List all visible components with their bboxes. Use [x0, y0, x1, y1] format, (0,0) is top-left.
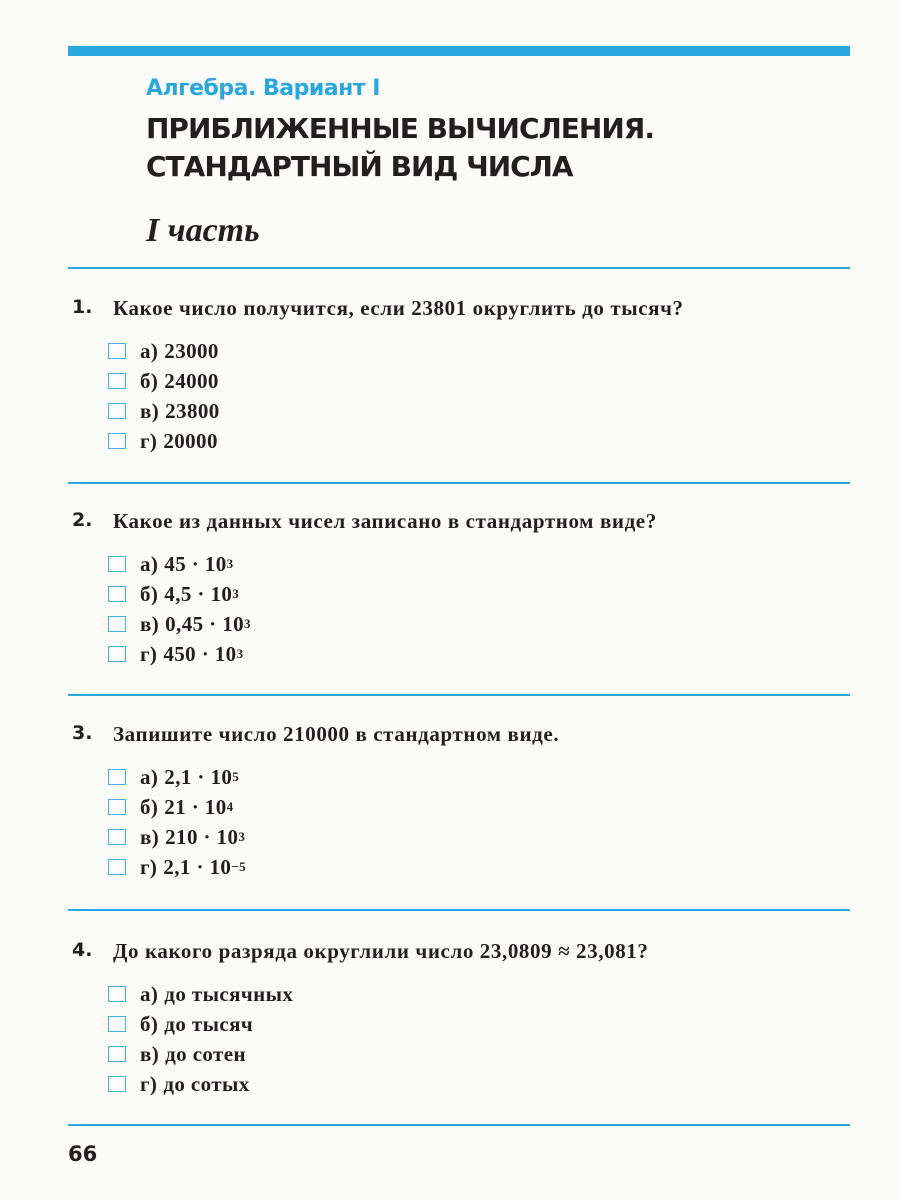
top-accent-bar: [68, 46, 850, 56]
answer-options: [108, 336, 220, 456]
checkbox[interactable]: [108, 586, 126, 602]
option-letter: а): [140, 551, 159, 576]
answer-option[interactable]: г) 450 · 10 3: [108, 639, 251, 669]
title-line-2: СТАНДАРТНЫЙ ВИД ЧИСЛА: [146, 150, 573, 183]
option-text: 2,1 · 10: [164, 764, 233, 789]
answer-option[interactable]: [108, 979, 293, 1009]
option-text: 450 · 10: [163, 641, 237, 666]
option-text: 45 · 10: [164, 551, 227, 576]
option-letter: г): [140, 641, 158, 666]
option-text: до сотен: [165, 1041, 246, 1066]
option-text: 2,1 · 10: [163, 854, 232, 879]
option-letter: б): [140, 368, 159, 393]
page-title: [146, 110, 654, 186]
option-text: до тысяч: [164, 1011, 254, 1036]
answer-options: [108, 549, 251, 669]
option-letter: а): [140, 981, 159, 1006]
question-number: 4.: [72, 939, 93, 961]
answer-option[interactable]: [108, 426, 220, 456]
option-letter: б): [140, 1011, 159, 1036]
option-text: 24000: [164, 368, 219, 393]
answer-option[interactable]: г) 2,1 · 10 −5: [108, 852, 246, 882]
checkbox[interactable]: [108, 829, 126, 845]
part-heading: I часть: [146, 212, 260, 249]
answer-option[interactable]: б) 4,5 · 10 3: [108, 579, 251, 609]
option-text: 23000: [164, 338, 219, 363]
answer-options: [108, 979, 293, 1099]
question-number: 2.: [72, 509, 93, 531]
checkbox[interactable]: [108, 799, 126, 815]
option-letter: г): [140, 1071, 158, 1096]
divider: [68, 482, 850, 484]
answer-option[interactable]: [108, 336, 220, 366]
divider: [68, 694, 850, 696]
option-letter: в): [140, 398, 160, 423]
answer-option[interactable]: [108, 366, 220, 396]
checkbox[interactable]: [108, 1016, 126, 1032]
option-letter: в): [140, 1041, 160, 1066]
checkbox[interactable]: [108, 403, 126, 419]
option-letter: б): [140, 581, 159, 606]
checkbox[interactable]: [108, 1046, 126, 1062]
option-text: 210 · 10: [165, 824, 239, 849]
answer-option[interactable]: [108, 396, 220, 426]
question-text: Какое число получится, если 23801 округлить до тысяч?: [113, 296, 684, 320]
question-number: 1.: [72, 296, 93, 318]
option-text: до сотых: [163, 1071, 250, 1096]
checkbox[interactable]: [108, 556, 126, 572]
checkbox[interactable]: [108, 373, 126, 389]
answer-options: [108, 762, 246, 882]
checkbox[interactable]: [108, 859, 126, 875]
option-letter: г): [140, 428, 158, 453]
option-letter: а): [140, 764, 159, 789]
answer-option[interactable]: [108, 1069, 293, 1099]
option-text: 23800: [165, 398, 220, 423]
answer-option[interactable]: а) 45 · 10 3: [108, 549, 251, 579]
option-text: 20000: [163, 428, 218, 453]
divider: [68, 267, 850, 269]
divider: [68, 1124, 850, 1126]
checkbox[interactable]: [108, 616, 126, 632]
checkbox[interactable]: [108, 343, 126, 359]
question-text: Запишите число 210000 в стандартном виде.: [113, 722, 560, 746]
option-letter: в): [140, 611, 160, 636]
divider: [68, 909, 850, 911]
option-text: 21 · 10: [164, 794, 227, 819]
page-number: 66: [68, 1142, 98, 1166]
answer-option[interactable]: [108, 1039, 293, 1069]
option-text: до тысячных: [164, 981, 294, 1006]
answer-option[interactable]: в) 0,45 · 10 3: [108, 609, 251, 639]
section-subtitle: Алгебра. Вариант I: [146, 76, 380, 101]
question-text: Какое из данных чисел записано в стандартном виде?: [113, 509, 657, 533]
checkbox[interactable]: [108, 986, 126, 1002]
checkbox[interactable]: [108, 646, 126, 662]
option-letter: а): [140, 338, 159, 363]
option-letter: б): [140, 794, 159, 819]
answer-option[interactable]: а) 2,1 · 10 5: [108, 762, 246, 792]
answer-option[interactable]: б) 21 · 10 4: [108, 792, 246, 822]
answer-option[interactable]: [108, 1009, 293, 1039]
title-line-1: ПРИБЛИЖЕННЫЕ ВЫЧИСЛЕНИЯ.: [146, 112, 654, 145]
option-text: 4,5 · 10: [164, 581, 233, 606]
question-text: До какого разряда округлили число 23,0809 ≈ 23,081?: [113, 939, 649, 963]
answer-option[interactable]: в) 210 · 10 3: [108, 822, 246, 852]
checkbox[interactable]: [108, 433, 126, 449]
checkbox[interactable]: [108, 769, 126, 785]
option-letter: г): [140, 854, 158, 879]
question-number: 3.: [72, 722, 93, 744]
checkbox[interactable]: [108, 1076, 126, 1092]
option-letter: в): [140, 824, 160, 849]
option-text: 0,45 · 10: [165, 611, 244, 636]
